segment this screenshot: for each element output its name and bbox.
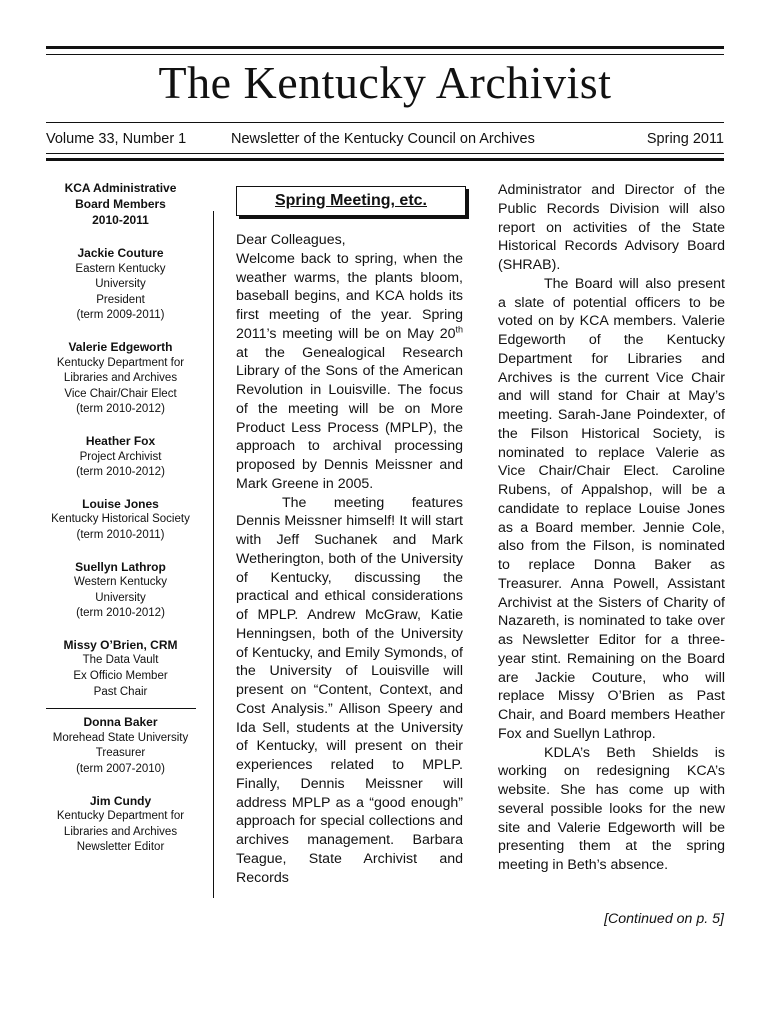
member-detail: Vice Chair/Chair Elect	[64, 387, 177, 400]
member-detail: Treasurer	[95, 747, 146, 760]
member-detail: Kentucky Department for	[56, 810, 185, 823]
board-member	[42, 560, 199, 622]
board-member	[42, 434, 199, 481]
sidebar-heading-line: Board Members	[75, 197, 166, 211]
member-name: Jim Cundy	[89, 793, 152, 808]
board-member	[42, 246, 199, 324]
sidebar-vertical-rule	[213, 211, 214, 898]
article-column-2	[498, 181, 725, 875]
paragraph-text: Welcome back to spring, when the weather warms, the plants bloom, baseball begins, and KCA holds its first meeting of the year. Spring 2011’s meeting will be on May 20	[236, 250, 463, 342]
member-detail: (term 2010-2012)	[76, 466, 165, 479]
article-paragraph	[236, 250, 463, 494]
member-detail: Kentucky Historical Society	[51, 513, 190, 526]
member-detail: The Data Vault	[82, 654, 159, 667]
issue-bar	[46, 131, 724, 151]
ordinal-suffix: th	[455, 324, 463, 335]
member-detail: (term 2009-2011)	[76, 309, 165, 322]
member-detail: (term 2010-2012)	[76, 403, 165, 416]
article-column-1	[236, 231, 463, 887]
issue-rule-thin	[46, 153, 724, 154]
newsletter-subtitle: Newsletter of the Kentucky Council on Archives	[231, 131, 535, 147]
member-name: Valerie Edgeworth	[68, 339, 173, 354]
member-detail: University	[95, 278, 146, 291]
board-member	[42, 794, 199, 856]
top-rule-thick	[46, 46, 724, 49]
board-member	[42, 715, 199, 777]
paragraph-text: at the Genealogical Research Library of the Sons of the American Revolution in Louisville. The focus of the meeting will be on More Product Less Process (MPLP), the approach to archival processing proposed by Dennis Meissner and Mark Greene in 2005.	[236, 344, 463, 492]
member-detail: Eastern Kentucky	[75, 262, 166, 275]
title-rule	[46, 122, 724, 123]
member-name: Louise Jones	[82, 496, 159, 511]
member-detail: (term 2010-2012)	[76, 607, 165, 620]
member-detail: Ex Officio Member	[73, 670, 168, 683]
article-headline-box	[236, 186, 466, 216]
member-name: Jackie Couture	[77, 246, 164, 260]
continued-note: [Continued on p. 5]	[604, 911, 724, 927]
board-member	[42, 340, 199, 418]
member-name: Donna Baker	[83, 715, 158, 730]
issue-rule-thick	[46, 158, 724, 161]
article-headline: Spring Meeting, etc.	[274, 192, 427, 209]
member-detail: Morehead State University	[52, 731, 189, 744]
board-member	[42, 497, 199, 544]
article-paragraph: The Board will also present a slate of potential officers to be voted on by KCA members. Valerie Edgeworth of the Kentucky Department for Libraries and Archives is the current Vice Chair and will stand for Chair at May’s meeting. Sarah-Jane Poindexter, of the Filson Historical Society, is nominated to replace Valerie as Vice Chair/Chair Elect. Caroline Rubens, of Appalshop, will be a candidate to replace Louise Jones as a Board member. Jennie Cole, also from the Filson, is nominated to replace Donna Baker as Treasurer. Anna Powell, Assistant Archivist at the Sisters of Charity of Nazareth, is nominated to take over as Newsletter Editor for a three-year stint. Remaining on the Board are Jackie Couture, who will replace Missy O’Brien as Past Chair, and Board members Heather Fox and Suellyn Lathrop.	[498, 275, 725, 742]
sidebar-divider	[46, 708, 196, 709]
article-paragraph: The meeting features Dennis Meissner himself! It will start with Jeff Suchanek and Mark Wetherington, both of the University of Kentucky, discussing the practical and ethical considerations of MPLP. Andrew McGraw, Katie Henningsen, both of the University of Kentucky, and Emily Symonds, of the University of Louisville will present on “Content, Context, and Cost Analysis.” Allison Speery and Ida Sell, students at the University of Kentucky, will present on their experiences related to MPLP. Finally, Dennis Meissner will address MPLP as a “good enough” approach for special collections and archives management. Barbara Teague, State Archivist and Records	[236, 494, 463, 886]
member-detail: Western Kentucky	[73, 576, 168, 589]
member-name: Missy O’Brien, CRM	[63, 637, 178, 652]
member-detail: Newsletter Editor	[76, 841, 165, 854]
top-rule-thin	[46, 54, 724, 55]
board-members-sidebar	[42, 180, 199, 872]
member-detail: (term 2010-2011)	[76, 528, 165, 541]
member-detail: Libraries and Archives	[63, 372, 178, 385]
member-detail: President	[96, 293, 145, 306]
sidebar-heading	[42, 180, 199, 228]
issue-season: Spring 2011	[646, 131, 724, 147]
volume-number: Volume 33, Number 1	[46, 131, 187, 147]
member-detail: University	[95, 591, 146, 604]
member-detail: Libraries and Archives	[63, 825, 178, 838]
sidebar-heading-line: KCA Administrative	[64, 181, 177, 195]
article-paragraph: KDLA’s Beth Shields is working on redesigning KCA’s website. She has come up with several possible looks for the new site and Valerie Edgeworth will be presenting them at the spring meeting in Beth’s absence.	[498, 744, 725, 873]
article-paragraph: Administrator and Director of the Public Records Division will also report on activities of the State Historical Records Advisory Board (SHRAB).	[498, 182, 725, 273]
board-member	[42, 638, 199, 700]
member-name: Heather Fox	[85, 433, 156, 448]
member-detail: Project Archivist	[79, 450, 162, 463]
member-detail: Kentucky Department for	[56, 356, 185, 369]
salutation: Dear Colleagues,	[236, 232, 346, 248]
member-detail: Past Chair	[93, 685, 148, 698]
member-name: Suellyn Lathrop	[75, 559, 166, 574]
member-detail: (term 2007-2010)	[76, 763, 165, 776]
sidebar-heading-line: 2010-2011	[92, 213, 149, 227]
newsletter-title: The Kentucky Archivist	[158, 57, 612, 108]
